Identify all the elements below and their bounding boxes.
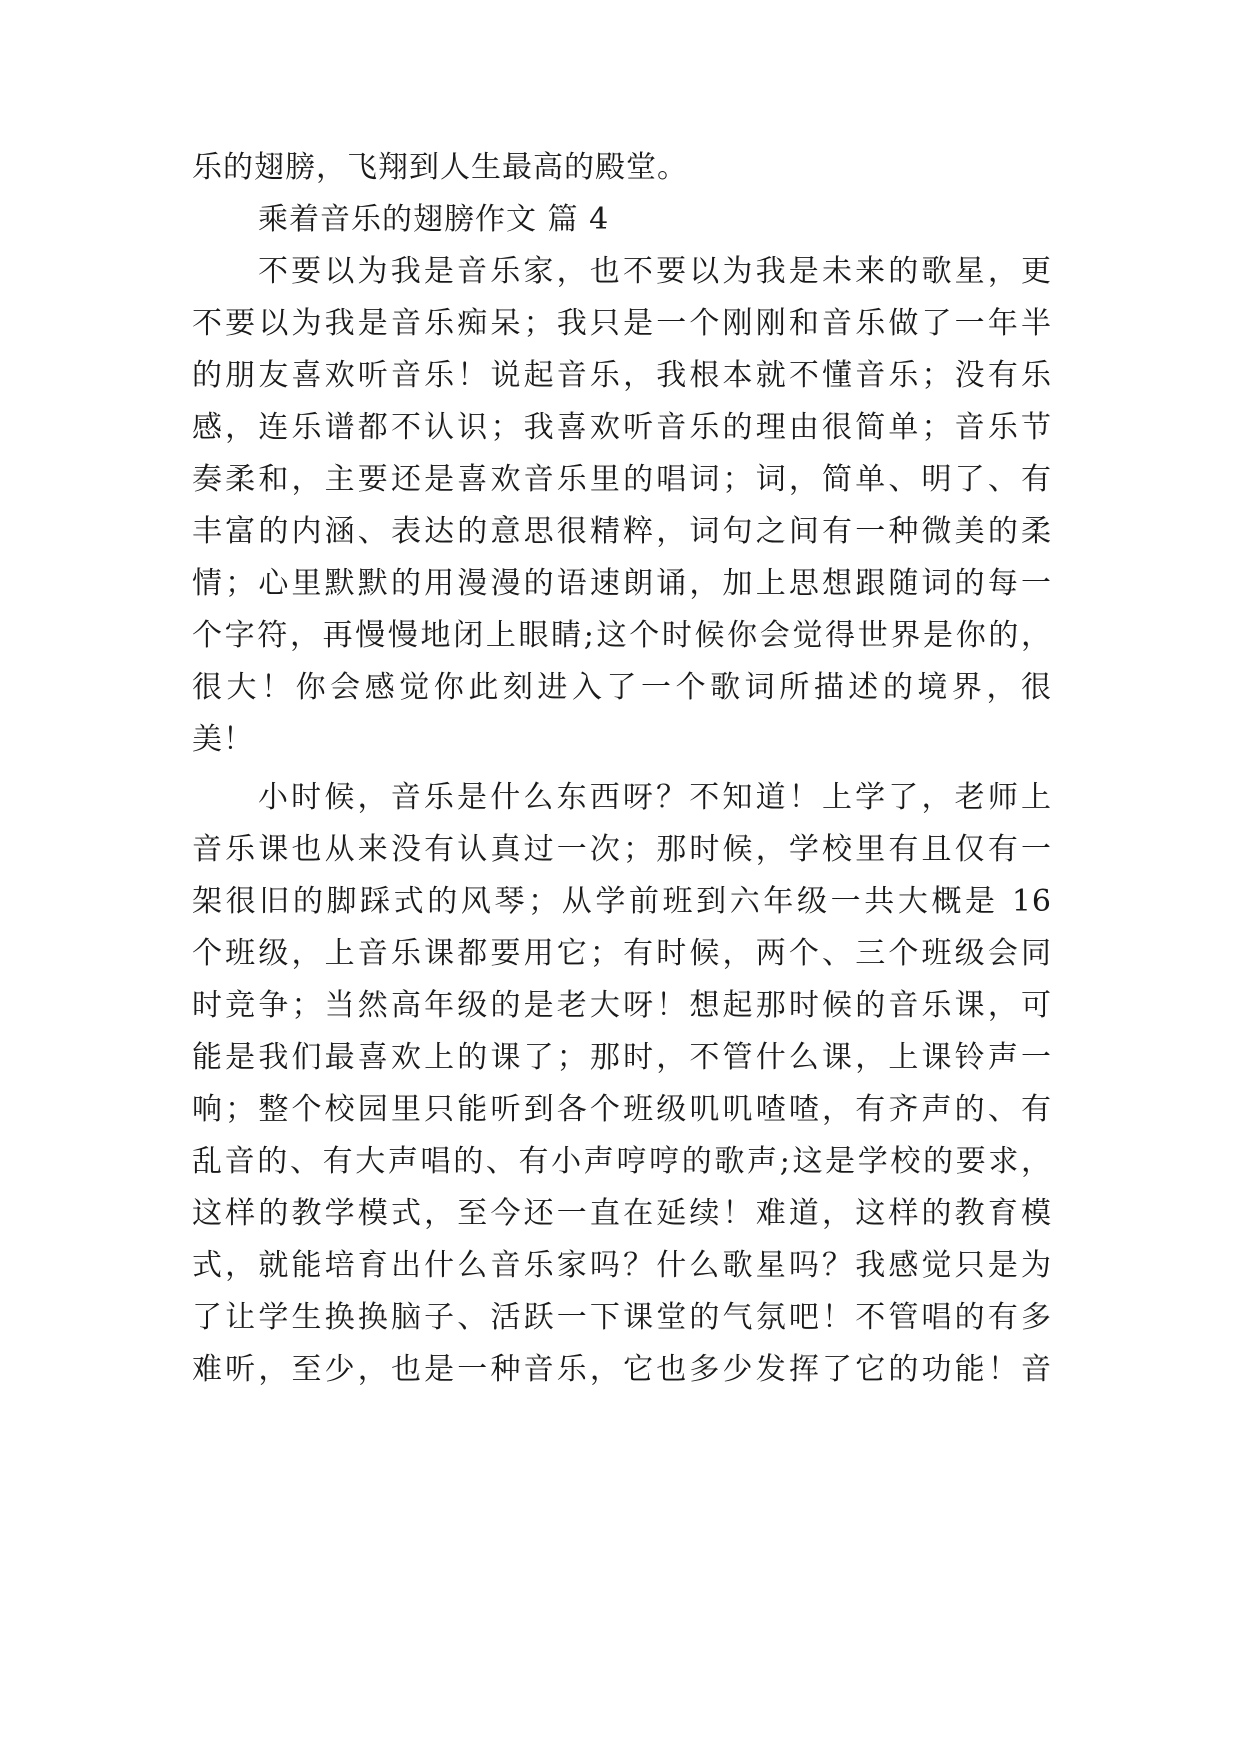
text-line: 时竞争；当然高年级的是老大呀！想起那时候的音乐课，可 [192,988,1052,1023]
text-line: 美！ [192,722,254,757]
text-line: 个字符，再慢慢地闭上眼睛;这个时候你会觉得世界是你的， [192,618,1052,653]
text-line: 的朋友喜欢听音乐！说起音乐，我根本就不懂音乐；没有乐 [192,358,1052,393]
text-line: 不要以为我是音乐家，也不要以为我是未来的歌星，更 [258,254,1052,289]
text-line: 这样的教学模式，至今还一直在延续！难道，这样的教育模 [192,1196,1052,1231]
text-line: 难听，至少，也是一种音乐，它也多少发挥了它的功能！音 [192,1352,1052,1387]
text-line: 响；整个校园里只能听到各个班级叽叽喳喳，有齐声的、有 [192,1092,1052,1127]
text-line: 奏柔和，主要还是喜欢音乐里的唱词；词，简单、明了、有 [192,462,1052,497]
text-line: 乱音的、有大声唱的、有小声哼哼的歌声;这是学校的要求， [192,1144,1052,1179]
text-line: 感，连乐谱都不认识；我喜欢听音乐的理由很简单；音乐节 [192,410,1052,445]
text-line: 丰富的内涵、表达的意思很精粹，词句之间有一种微美的柔 [192,514,1052,549]
text-line: 了让学生换换脑子、活跃一下课堂的气氛吧！不管唱的有多 [192,1300,1052,1335]
text-line: 不要以为我是音乐痴呆；我只是一个刚刚和音乐做了一年半 [192,306,1052,341]
text-line: 能是我们最喜欢上的课了；那时，不管什么课，上课铃声一 [192,1040,1052,1075]
text-line: 式，就能培育出什么音乐家吗？什么歌星吗？我感觉只是为 [192,1248,1052,1283]
text-line: 架很旧的脚踩式的风琴；从学前班到六年级一共大概是 16 [192,884,1052,919]
text-line: 音乐课也从来没有认真过一次；那时候，学校里有且仅有一 [192,832,1052,867]
text-line: 乐的翅膀，飞翔到人生最高的殿堂。 [192,150,688,185]
text-line: 个班级，上音乐课都要用它；有时候，两个、三个班级会同 [192,936,1052,971]
text-line: 很大！你会感觉你此刻进入了一个歌词所描述的境界，很 [192,670,1052,705]
text-line: 小时候，音乐是什么东西呀？不知道！上学了，老师上 [258,780,1052,815]
text-line: 情；心里默默的用漫漫的语速朗诵，加上思想跟随词的每一 [192,566,1052,601]
section-heading: 乘着音乐的翅膀作文 篇 4 [258,202,610,237]
